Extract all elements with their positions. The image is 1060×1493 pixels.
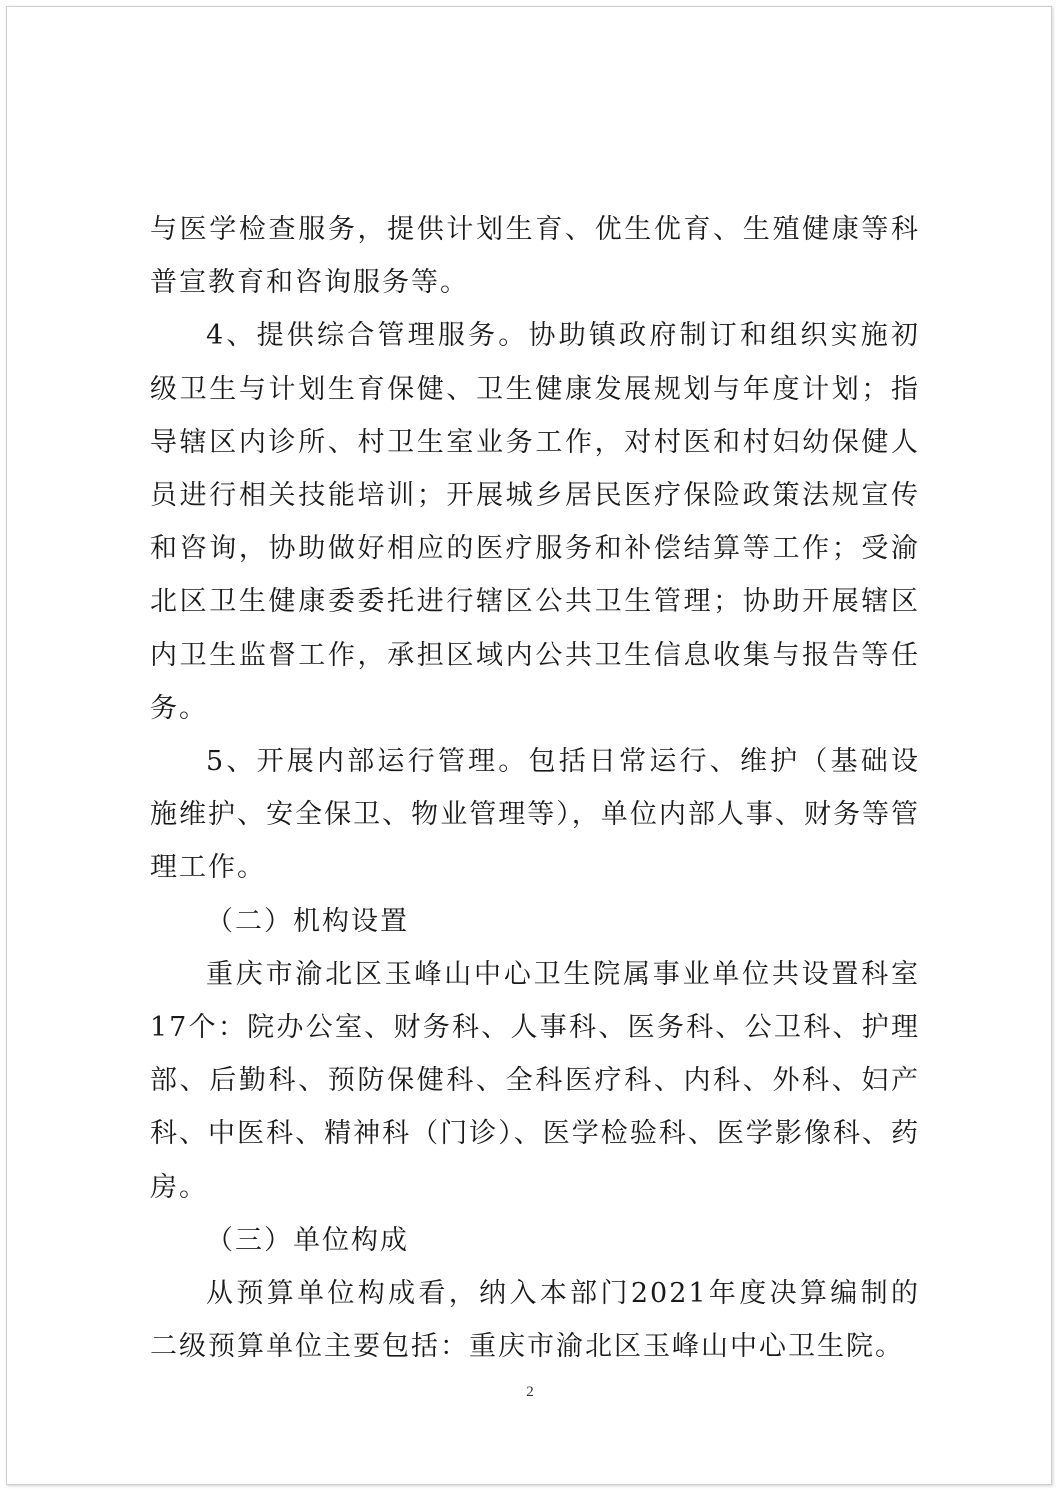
paragraph-organization: 重庆市渝北区玉峰山中心卫生院属事业单位共设置科室17个：院办公室、财务科、人事科、医务科、公卫科、护理部、后勤科、预防保健科、全科医疗科、内科、外科、妇产科、中医科、精神科（门诊）、医学检验科、医学影像科、药房。 <box>150 958 920 1203</box>
document-body <box>150 203 920 1373</box>
paragraph-continuation: 与医学检查服务，提供计划生育、优生优育、生殖健康等科普宣教育和咨询服务等。 <box>150 214 920 299</box>
page-number: 2 <box>526 1384 534 1400</box>
paragraph-item-5: 5、开展内部运行管理。包括日常运行、维护（基础设施维护、安全保卫、物业管理等），单位内部人事、财务等管理工作。 <box>150 746 920 884</box>
section-heading-organization: （二）机构设置 <box>206 905 409 937</box>
section-heading-unit-composition: （三）单位构成 <box>206 1224 409 1256</box>
paragraph-unit-composition: 从预算单位构成看，纳入本部门2021年度决算编制的二级预算单位主要包括：重庆市渝北区玉峰山中心卫生院。 <box>150 1278 920 1363</box>
paragraph-item-4: 4、提供综合管理服务。协助镇政府制订和组织实施初级卫生与计划生育保健、卫生健康发展规划与年度计划；指导辖区内诊所、村卫生室业务工作，对村医和村妇幼保健人员进行相关技能培训；开展城乡居民医疗保险政策法规宣传和咨询，协助做好相应的医疗服务和补偿结算等工作；受渝北区卫生健康委委托进行辖区公共卫生管理；协助开展辖区内卫生监督工作，承担区域内公共卫生信息收集与报告等任务。 <box>150 320 920 724</box>
document-page <box>6 6 1052 1485</box>
